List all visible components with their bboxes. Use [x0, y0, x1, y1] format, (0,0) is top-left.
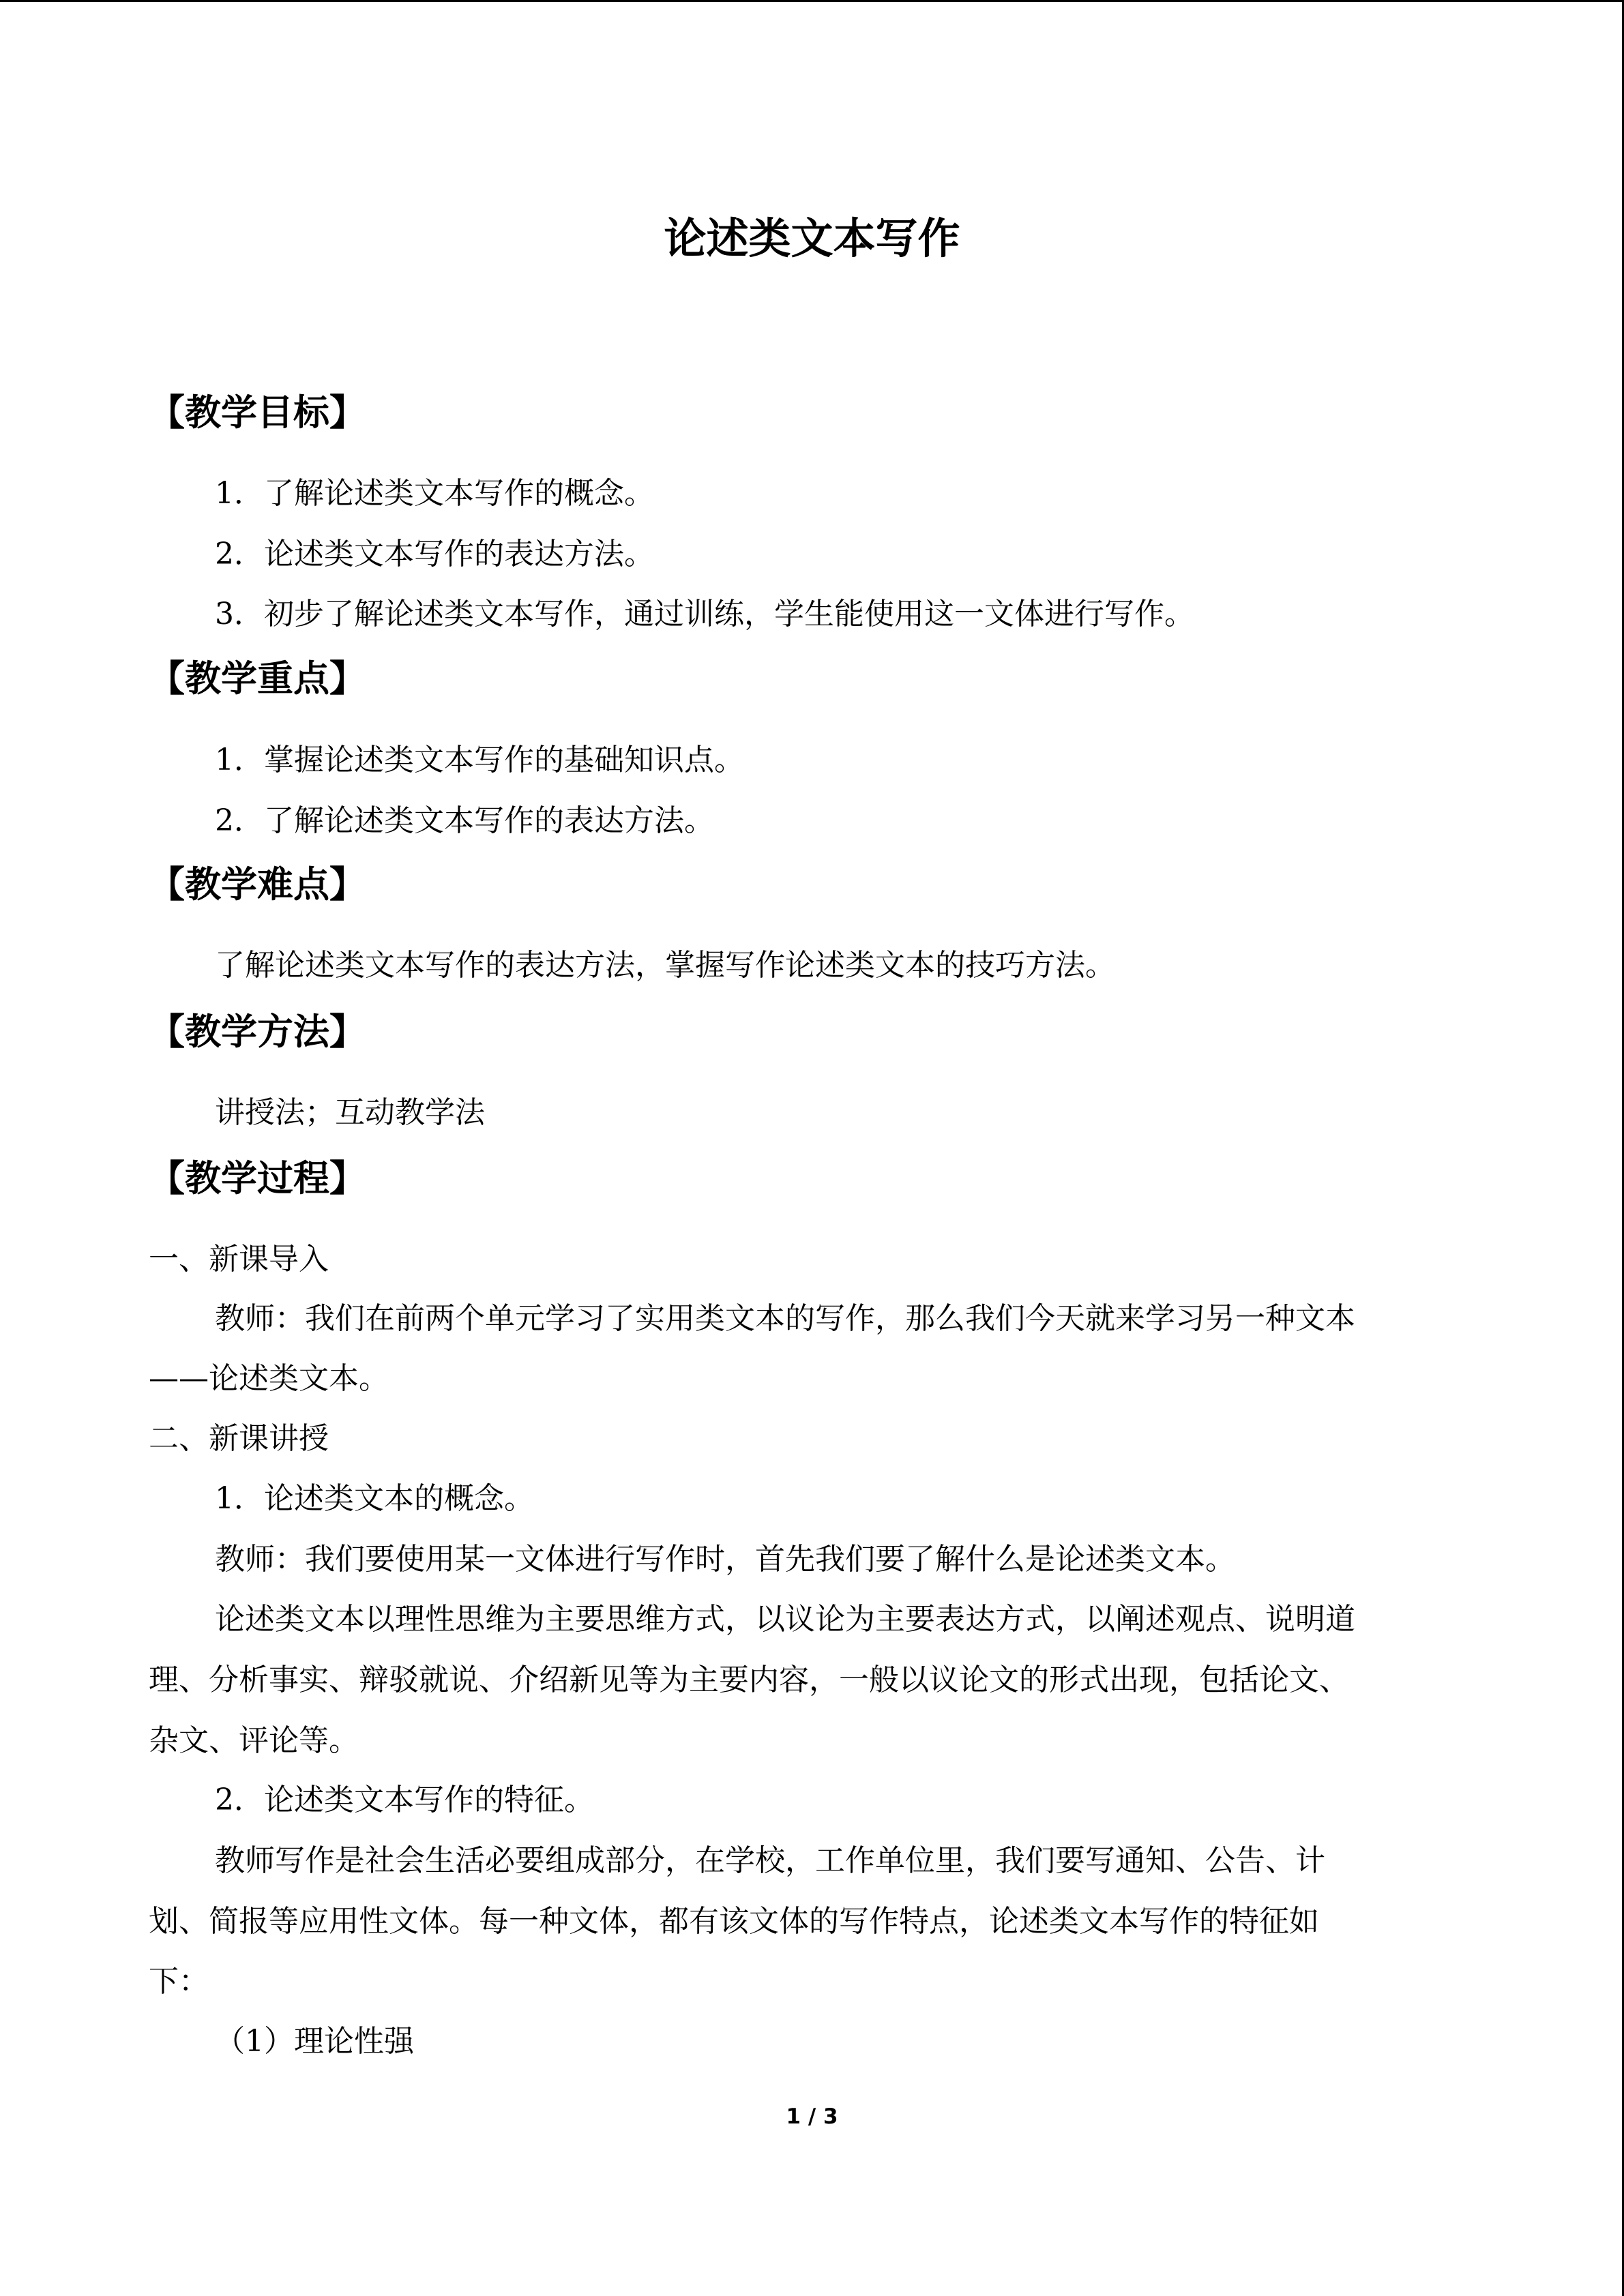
objective-item: 3．初步了解论述类文本写作，通过训练，学生能使用这一文体进行写作。 — [215, 597, 1194, 631]
process-paragraph-line: 教师：我们要使用某一文体进行写作时，首先我们要了解什么是论述类文本。 — [215, 1542, 1235, 1577]
process-heading: 【教学过程】 — [149, 1158, 366, 1199]
process-paragraph-line: 杂文、评论等。 — [149, 1723, 359, 1758]
process-item-title: 1．论述类文本的概念。 — [215, 1481, 534, 1516]
key-points-heading: 【教学重点】 — [149, 658, 366, 700]
difficulties-heading: 【教学难点】 — [149, 864, 366, 906]
process-paragraph-line: 理、分析事实、辩驳就说、介绍新见等为主要内容，一般以议论文的形式出现，包括论文、 — [149, 1663, 1349, 1697]
objective-item: 1．了解论述类文本写作的概念。 — [215, 476, 654, 511]
process-part1-title: 一、新课导入 — [149, 1242, 329, 1277]
process-part2-title: 二、新课讲授 — [149, 1421, 329, 1456]
page-border-top — [0, 0, 1624, 2]
methods-text: 讲授法；互动教学法 — [215, 1095, 485, 1130]
process-paragraph-line: 划、简报等应用性文体。每一种文体，都有该文体的写作特点，论述类文本写作的特征如 — [149, 1904, 1319, 1939]
process-paragraph-line: 论述类文本以理性思维为主要思维方式，以议论为主要表达方式，以阐述观点、说明道 — [215, 1602, 1355, 1637]
document-title: 论述类文本写作 — [664, 213, 960, 263]
key-point-item: 2．了解论述类文本写作的表达方法。 — [215, 803, 714, 838]
process-paragraph-line: 教师写作是社会生活必要组成部分，在学校，工作单位里，我们要写通知、公告、计 — [215, 1843, 1325, 1878]
methods-heading: 【教学方法】 — [149, 1011, 366, 1053]
process-paragraph-line: 教师：我们在前两个单元学习了实用类文本的写作，那么我们今天就来学习另一种文本 — [215, 1301, 1355, 1336]
difficulties-text: 了解论述类文本写作的表达方法，掌握写作论述类文本的技巧方法。 — [215, 948, 1115, 983]
process-paragraph-line: ——论述类文本。 — [149, 1361, 389, 1396]
process-sub-item: （1）理论性强 — [215, 2024, 414, 2059]
objectives-heading: 【教学目标】 — [149, 392, 366, 434]
process-item-title: 2．论述类文本写作的特征。 — [215, 1783, 594, 1817]
page-number: 1 / 3 — [786, 2104, 838, 2129]
key-point-item: 1．掌握论述类文本写作的基础知识点。 — [215, 743, 744, 777]
objective-item: 2．论述类文本写作的表达方法。 — [215, 537, 654, 571]
process-paragraph-line: 下： — [149, 1964, 209, 1999]
